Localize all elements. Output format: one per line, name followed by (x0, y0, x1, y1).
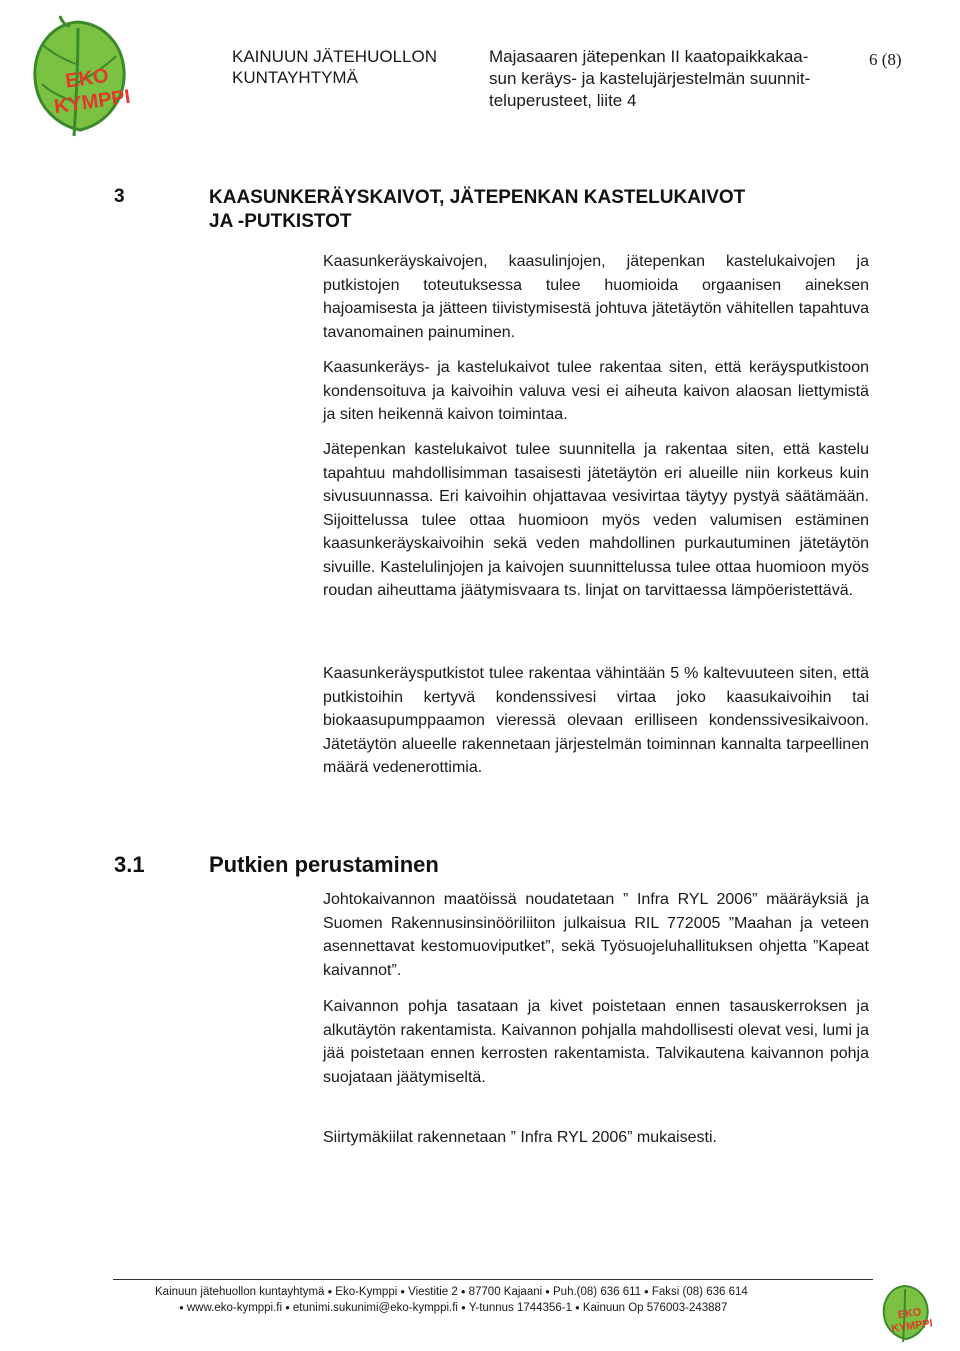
footer-email-link[interactable]: etunimi.sukunimi@eko-kymppi.fi (292, 1302, 458, 1314)
subsection-paragraph-2: Kaivannon pohja tasataan ja kivet poistetaan ennen tasauskerroksen ja alkutäytön rakentamista. Kaivannon pohjalla mahdollisesti olevat vesi, lumi ja jää poistetaan ennen kerrosten rakentamista. Talvikautena kaivannon pohja suojataan jäätymiseltä. (323, 998, 869, 1086)
doc-title-line-3: teluperusteet, liite 4 (489, 91, 637, 110)
header-document-title (489, 46, 879, 112)
footer-street: Viestitie 2 (408, 1286, 458, 1298)
section-title-line-1: KAASUNKERÄYSKAIVOT, JÄTEPENKAN KASTELUKAIVOT (209, 187, 746, 208)
bullet-icon: ● (460, 1287, 466, 1296)
bullet-icon: ● (644, 1287, 649, 1296)
eko-kymppi-logo (18, 14, 138, 144)
doc-title-line-2: sun keräys- ja kastelujärjestelmän suunnit- (489, 69, 811, 88)
header-organization (232, 46, 437, 88)
bullet-icon: ● (327, 1287, 333, 1296)
subsection-paragraph-1: Johtokaivannon maatöissä noudatetaan ” Infra RYL 2006” määräyksiä ja Suomen Rakennusinsinööriliiton julkaisua RIL 772005 ”Maahan ja veteen asennettavat kestomuoviputket”, sekä Työsuojeluhallituksen ohjetta ”Kapeat kaivannot”. (323, 891, 869, 979)
bullet-icon: ● (179, 1303, 184, 1312)
bullet-icon: ● (285, 1303, 290, 1312)
org-line-1: KAINUUN JÄTEHUOLLON (232, 47, 437, 66)
bullet-icon: ● (574, 1303, 580, 1312)
svg-text:EKO: EKO (897, 1306, 922, 1322)
footer-fax: Faksi (08) 636 614 (651, 1286, 748, 1298)
section-paragraph-2: Kaasunkeräys- ja kastelukaivot tulee rakentaa siten, että keräysputkistoon kondensoituva ja kaivoihin valuva vesi ei aiheuta kaivon alaosan liettymistä ja siten heikennä kaivon toimintaa. (323, 359, 869, 423)
section-title-line-2: JA -PUTKISTOT (209, 211, 352, 232)
bullet-icon: ● (460, 1303, 466, 1312)
subsection-paragraph-3: Siirtymäkiilat rakennetaan ” Infra RYL 2006” mukaisesti. (323, 1129, 717, 1146)
footer-postal: 87700 Kajaani (468, 1286, 543, 1298)
org-line-2: KUNTAYHTYMÄ (232, 68, 358, 87)
section-title (209, 186, 859, 234)
svg-text:KYMPPI: KYMPPI (890, 1317, 934, 1336)
footer-brand: Eko-Kymppi (335, 1286, 398, 1298)
svg-text:KYMPPI: KYMPPI (52, 85, 132, 119)
section-paragraph-3: Jätepenkan kastelukaivot tulee suunnitella ja rakentaa siten, että kastelu tapahtuu mahdollisimman tasaisesti jätetäytön eri alueille niin korkeus kuin sivusuunnassa. Eri kaivoihin ohjattavaa vesivirtaa täytyy pystyä säätämään. Sijoittelussa tulee ottaa huomioon myös veden valumisen estäminen kaasunkeräyskaivoihin sekä veden mahdollinen purkautuminen jätetäytön sivuille. Kastelulinjojen ja kaivojen suunnittelussa tulee ottaa huomioon myös roudan aiheuttama jäätymisvaara ts. linjat on tarvittaessa lämpöeristettävä. (323, 441, 869, 599)
bullet-icon: ● (400, 1287, 406, 1296)
footer-website-link[interactable]: www.eko-kymppi.fi (186, 1302, 283, 1314)
footer-phone: Puh.(08) 636 611 (553, 1286, 642, 1298)
footer-contact-line (155, 1286, 748, 1298)
footer-eko-kymppi-logo (874, 1282, 936, 1346)
footer-web-line (176, 1302, 727, 1314)
doc-title-line-1: Majasaaren jätepenkan II kaatopaikkakaa- (489, 47, 809, 66)
section-paragraph-1: Kaasunkeräyskaivojen, kaasulinjojen, jätepenkan kastelukaivojen ja putkistojen toteutuksessa tulee huomioida orgaanisen aineksen hajoamisesta ja jätteen tiivistymisestä johtuva jätetäytön vähitellen tapahtuva tavanomainen painuminen. (323, 253, 869, 341)
footer-business-id: Y-tunnus 1744356-1 (468, 1302, 572, 1314)
bullet-icon: ● (545, 1287, 551, 1296)
subsection-number: 3.1 (114, 852, 145, 877)
svg-text:EKO: EKO (64, 64, 111, 93)
subsection-title: Putkien perustaminen (209, 852, 439, 877)
page-number: 6 (8) (869, 50, 902, 69)
footer-bank-account: Kainuun Op 576003-243887 (582, 1302, 728, 1314)
footer-divider (113, 1279, 873, 1280)
section-paragraph-4: Kaasunkeräysputkistot tulee rakentaa vähintään 5 % kaltevuuteen siten, että putkistoihin kertyvä kondenssivesi virtaa joko kaasukaivoihin tai biokaasupumppaamon vieressä olevaan erilliseen kondenssivesikaivoon. Jätetäytön alueelle rakennetaan järjestelmän toiminnan kannalta tarpeellinen määrä vedenerottimia. (323, 665, 869, 776)
section-number: 3 (114, 186, 125, 207)
footer-org: Kainuun jätehuollon kuntayhtymä (155, 1286, 325, 1298)
